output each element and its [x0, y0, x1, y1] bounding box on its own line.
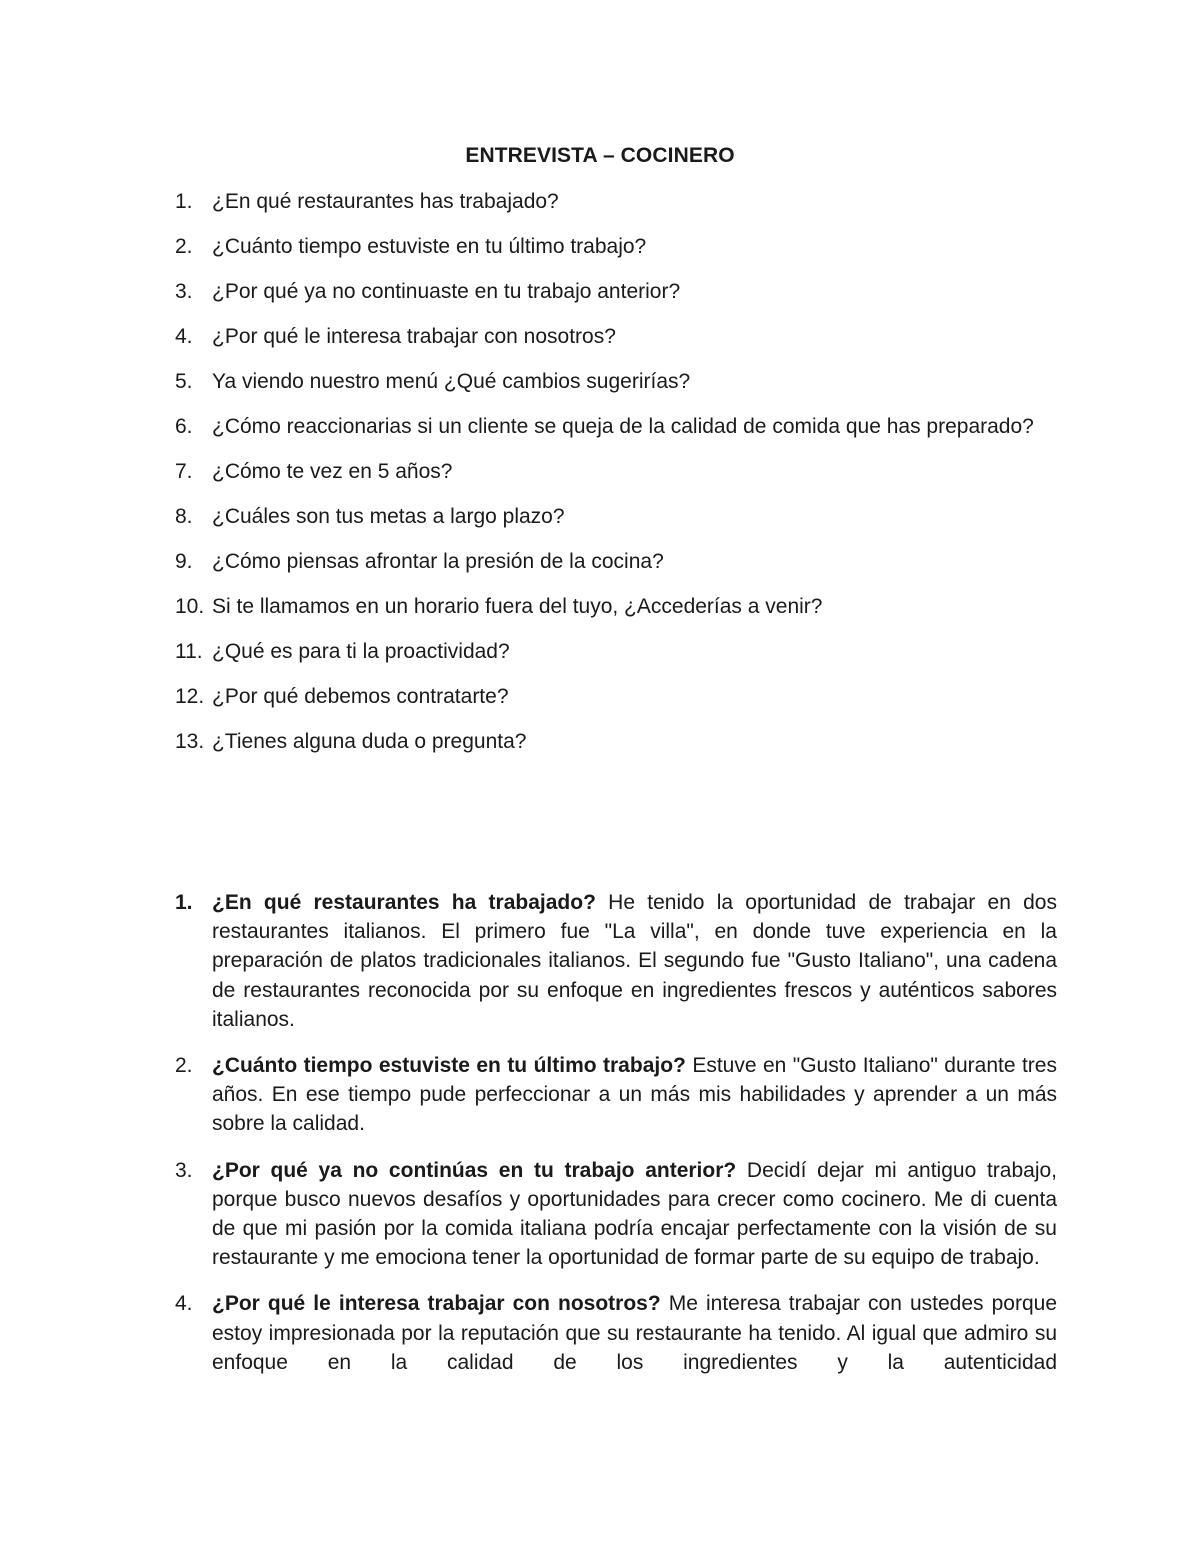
question-item — [175, 413, 1057, 441]
question-number: 1. — [175, 190, 193, 213]
question-text: ¿Cuáles son tus metas a largo plazo? — [212, 505, 565, 528]
question-number: 7. — [175, 460, 193, 483]
question-item — [175, 548, 1057, 576]
question-item — [175, 638, 1057, 666]
answer-text: Decidí dejar mi antiguo trabajo, porque busco nuevos desafíos y oportunidades para crecer como cocinero. Me di cuenta de que mi pasión por la comida italiana podría encajar perfectamente con la visión de su restaurante y me emociona tener la oportunidad de formar parte de su equipo de trabajo. — [212, 1158, 1057, 1270]
question-number: 5. — [175, 370, 193, 393]
answer-question: ¿En qué restaurantes ha trabajado? — [212, 891, 596, 914]
answer-item — [175, 1051, 1057, 1139]
questions-list — [175, 188, 1057, 773]
question-number: 3. — [175, 280, 193, 303]
answer-item — [175, 888, 1057, 1034]
question-item — [175, 683, 1057, 711]
question-item — [175, 323, 1057, 351]
question-item — [175, 278, 1057, 306]
question-text: ¿Cómo te vez en 5 años? — [212, 460, 453, 483]
answer-body — [212, 1289, 1057, 1377]
question-item — [175, 728, 1057, 756]
question-item — [175, 233, 1057, 261]
question-text: ¿Cómo piensas afrontar la presión de la cocina? — [212, 550, 664, 573]
question-number: 9. — [175, 550, 193, 573]
answer-question: ¿Por qué ya no continúas en tu trabajo anterior? — [212, 1158, 737, 1182]
document-title: ENTREVISTA – COCINERO — [465, 144, 735, 167]
answer-body — [212, 1051, 1057, 1139]
question-number: 11. — [175, 640, 203, 663]
question-text: ¿Qué es para ti la proactividad? — [212, 640, 510, 663]
question-item — [175, 593, 1057, 621]
question-item — [175, 188, 1057, 216]
answer-question: ¿Por qué le interesa trabajar con nosotros? — [212, 1292, 661, 1316]
question-text: Si te llamamos en un horario fuera del tuyo, ¿Accederías a venir? — [212, 595, 823, 618]
question-text: ¿Tienes alguna duda o pregunta? — [212, 730, 527, 753]
question-number: 2. — [175, 235, 193, 258]
question-text: ¿Por qué debemos contratarte? — [212, 685, 509, 708]
question-number: 6. — [175, 415, 193, 438]
answer-item — [175, 1156, 1057, 1273]
answer-body — [212, 888, 1057, 1034]
answers-list — [175, 888, 1057, 1394]
question-number: 8. — [175, 505, 193, 528]
question-number: 10. — [175, 595, 205, 618]
answer-text: He tenido la oportunidad de trabajar en dos restaurantes italianos. El primero fue "La villa", en donde tuve experiencia en la preparación de platos tradicionales italianos. El segundo fue "Gusto Italiano", una cadena de restaurantes reconocida por su enfoque en ingredientes frescos y auténticos sabores italianos. — [212, 891, 1057, 1031]
question-text: ¿Cuánto tiempo estuviste en tu último trabajo? — [212, 235, 647, 258]
answer-text: Estuve en "Gusto Italiano" durante tres años. En ese tiempo pude perfeccionar a un más mis habilidades y aprender a un más sobre la calidad. — [212, 1054, 1057, 1136]
answer-item — [175, 1289, 1057, 1377]
answer-number: 4. — [175, 1292, 193, 1316]
question-item — [175, 368, 1057, 396]
answer-number: 1. — [175, 891, 193, 914]
question-text: ¿En qué restaurantes has trabajado? — [212, 190, 559, 213]
question-number: 12. — [175, 685, 205, 708]
question-item — [175, 458, 1057, 486]
question-number: 13. — [175, 730, 205, 753]
question-text: ¿Por qué ya no continuaste en tu trabajo anterior? — [212, 280, 681, 303]
question-text: ¿Cómo reaccionarias si un cliente se queja de la calidad de comida que has preparado? — [212, 415, 1034, 438]
answer-body — [212, 1156, 1057, 1273]
question-text: ¿Por qué le interesa trabajar con nosotros? — [212, 325, 616, 348]
question-number: 4. — [175, 325, 193, 348]
answer-text: Me interesa trabajar con ustedes porque estoy impresionada por la reputación que su restaurante ha tenido. Al igual que admiro su enfoque en la calidad de los ingredientes y la autenticidad — [212, 1292, 1057, 1374]
question-text: Ya viendo nuestro menú ¿Qué cambios sugerirías? — [212, 370, 691, 393]
answer-number: 3. — [175, 1158, 193, 1182]
answer-number: 2. — [175, 1054, 193, 1078]
answer-question: ¿Cuánto tiempo estuviste en tu último trabajo? — [212, 1054, 686, 1078]
question-item — [175, 503, 1057, 531]
